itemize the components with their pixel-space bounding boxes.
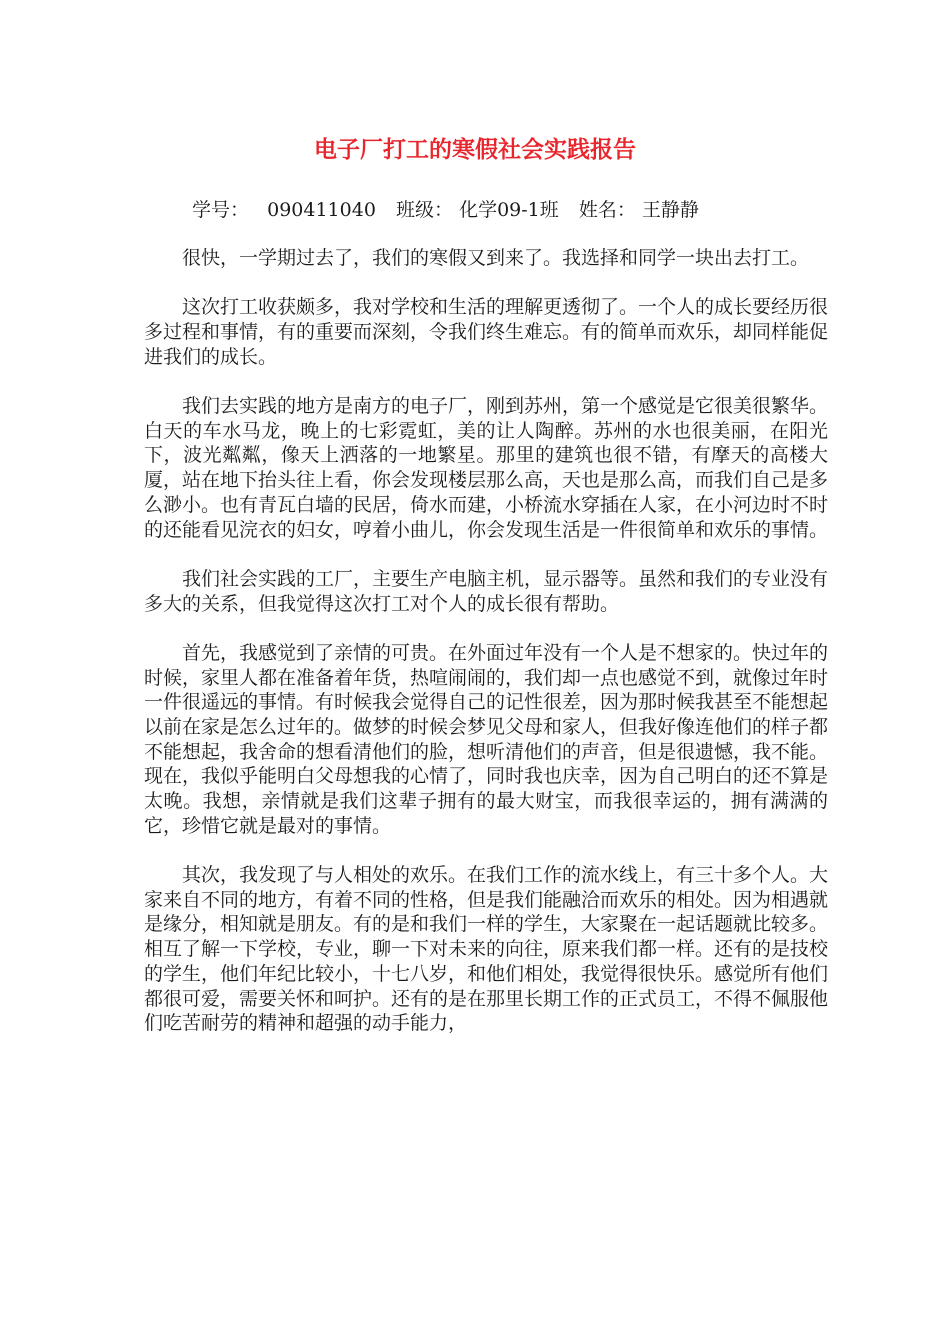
paragraph: 这次打工收获颇多，我对学校和生活的理解更透彻了。一个人的成长要经历很多过程和事情，有的重要而深刻，令我们终生难忘。有的简单而欢乐，却同样能促进我们的成长。 <box>144 296 829 368</box>
paragraph: 我们社会实践的工厂，主要生产电脑主机，显示器等。虽然和我们的专业没有多大的关系，但我觉得这次打工对个人的成长很有帮助。 <box>144 567 829 615</box>
paragraph: 其次，我发现了与人相处的欢乐。在我们工作的流水线上，有三十多个人。大家来自不同的地方，有着不同的性格，但是我们能融洽而欢乐的相处。因为相遇就是缘分，相知就是朋友。有的是和我们一样的学生，大家聚在一起话题就比较多。相互了解一下学校，专业，聊一下对未来的向往，原来我们都一样。还有的是技校的学生，他们年纪比较小，十七八岁，和他们相处，我觉得很快乐。感觉所有他们都很可爱，需要关怀和呵护。还有的是在那里长期工作的正式员工，不得不佩服他们吃苦耐劳的精神和超强的动手能力， <box>144 864 829 1035</box>
student-id-value: 090411040 <box>267 199 376 221</box>
name-label: 姓名： <box>578 199 636 221</box>
paragraph: 首先，我感觉到了亲情的可贵。在外面过年没有一个人是不想家的。快过年的时候，家里人都在准备着年货，热喧闹闹的，我们却一点也感觉不到，就像过年时一件很遥远的事情。有时候我会觉得自己的记性很差，因为那时候我甚至不能想起以前在家是怎么过年的。做梦的时候会梦见父母和家人，但我好像连他们的样子都不能想起，我舍命的想看清他们的脸，想听清他们的声音，但是很遗憾，我不能。现在，我似乎能明白父母想我的心情了，同时我也庆幸，因为自己明白的还不算是太晚。我想，亲情就是我们这辈子拥有的最大财宝，而我很幸运的，拥有满满的它，珍惜它就是最对的事情。 <box>144 641 829 837</box>
document-title: 电子厂打工的寒假社会实践报告 <box>314 137 636 163</box>
student-info-line <box>192 197 832 223</box>
report-body <box>144 246 828 1061</box>
student-id-label: 学号： <box>192 199 250 221</box>
name-value: 王静静 <box>641 199 699 221</box>
class-value: 化学09-1班 <box>459 199 559 221</box>
class-label: 班级： <box>396 199 454 221</box>
paragraph: 我们去实践的地方是南方的电子厂，刚到苏州，第一个感觉是它很美很繁华。白天的车水马龙，晚上的七彩霓虹，美的让人陶醉。苏州的水也很美丽，在阳光下，波光粼粼，像天上洒落的一地繁星。那里的建筑也很不错，有摩天的高楼大厦，站在地下抬头往上看，你会发现楼层那么高，天也是那么高，而我们自己是多么渺小。也有青瓦白墙的民居，倚水而建，小桥流水穿插在人家，在小河边时不时的还能看见浣衣的妇女，哼着小曲儿，你会发现生活是一件很简单和欢乐的事情。 <box>144 395 829 541</box>
paragraph: 很快，一学期过去了，我们的寒假又到来了。我选择和同学一块出去打工。 <box>182 247 810 269</box>
